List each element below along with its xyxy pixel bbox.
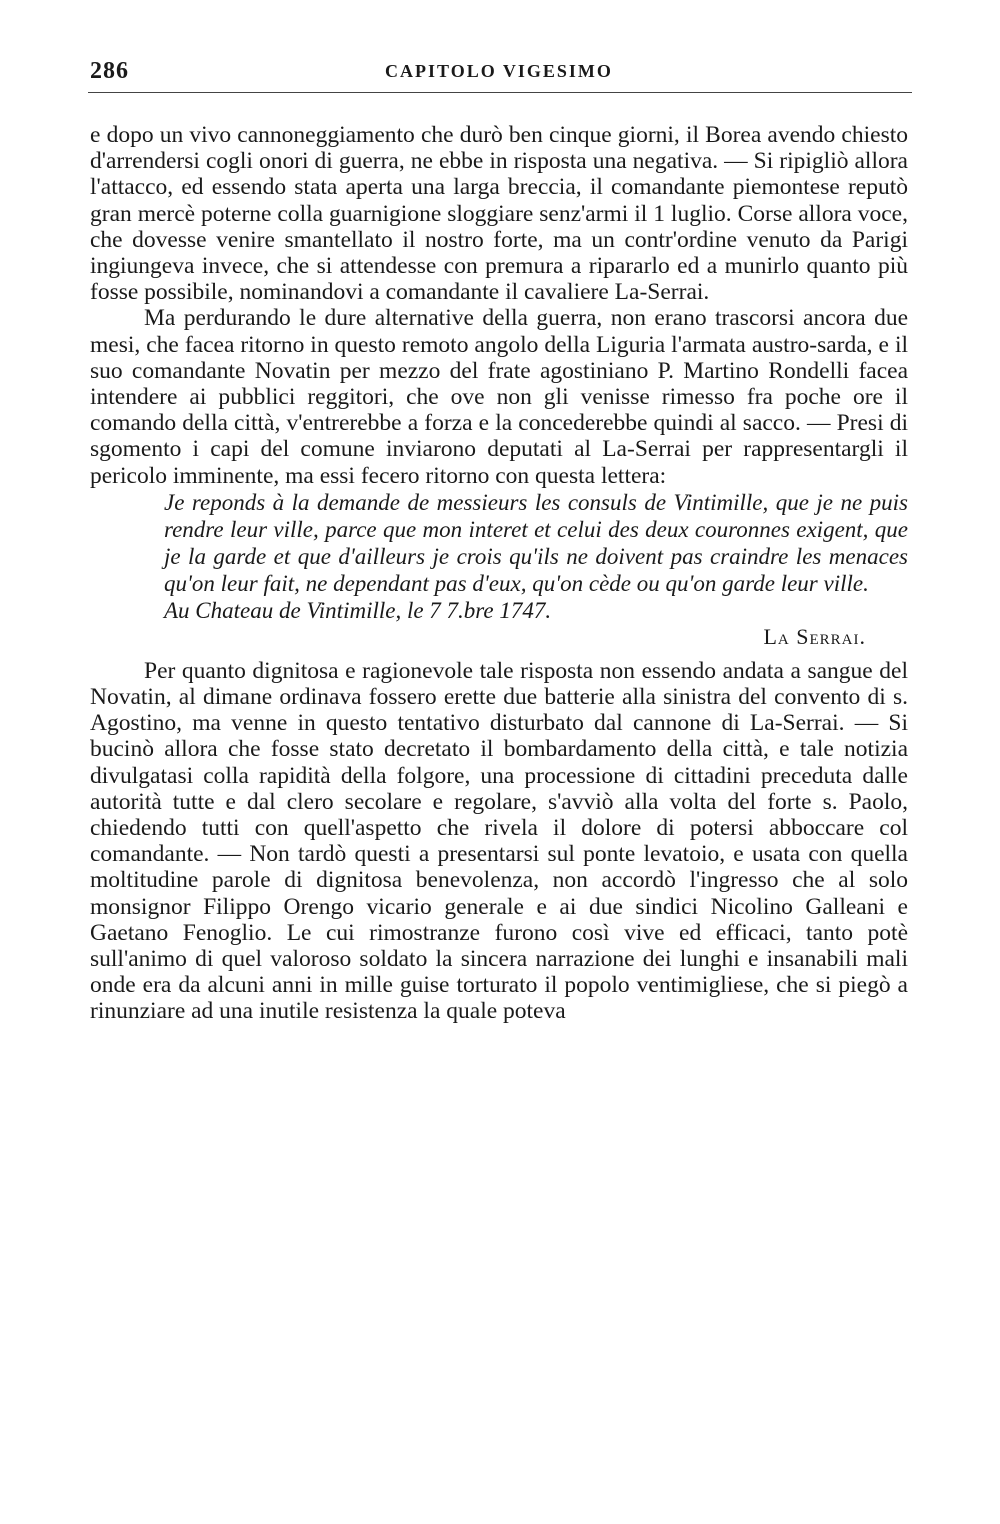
quoted-letter: Je reponds à la demande de messieurs les consuls de Vintimille, que je ne puis rendre leur ville, parce que mon interet et celui des deux couronnes exigent, que je la garde et que d'ailleurs je crois qu'ils ne doivent pas craindre les menaces qu'on leur fait, ne dependant pas d'eux, qu'on cède ou qu'on garde leur ville. <box>164 489 908 596</box>
page-number: 286 <box>90 58 129 84</box>
page-header <box>90 58 908 92</box>
running-title: CAPITOLO VIGESIMO <box>385 61 613 81</box>
header-rule <box>88 92 912 93</box>
paragraph-2: Ma perdurando le dure alternative della guerra, non erano trascorsi ancora due mesi, che facea ritorno in questo remoto angolo della Liguria l'armata austro-sarda, e il suo comandante Novatin per mezzo del frate agostiniano P. Martino Rondelli facea intendere ai pubblici reggitori, che ove non gli venisse rimesso fra poche ore il comando della città, v'entrerebbe a forza e la concederebbe quindi al sacco. — Presi di sgomento i capi del comune inviarono deputati al La-Serrai per rappresentargli il pericolo imminente, ma essi fecero ritorno con questa lettera: <box>90 305 908 489</box>
paragraph-3: Per quanto dignitosa e ragionevole tale risposta non essendo andata a sangue del Novatin, al dimane ordinava fossero erette due batterie alla sinistra del convento di s. Agostino, ma venne in questo tentativo disturbato dal cannone di La-Serrai. — Si bucinò allora che fosse stato decretato il bombardamento della città, e tale notizia divulgatasi colla rapidità della folgore, una processione di cittadini preceduta dalle autorità tutte e dal clero secolare e regolare, s'avviò alla volta del forte s. Paolo, chiedendo tutti con quell'aspetto che rivela il dolore di potersi abboccare col comandante. — Non tardò questi a presentarsi sul ponte levatoio, e usata con quella moltitudine parole di dignitosa benevolenza, non accordò l'ingresso che al solo monsignor Filippo Orengo vicario generale e ai due sindici Nicolino Galleani e Gaetano Fenoglio. Le cui rimostranze furono così vive ed efficaci, tanto potè sull'animo di quel valoroso soldato la sincera narrazione dei lunghi e insanabili mali onde era da alcuni anni in mille guise torturato il popolo ventimigliese, che si piegò a rinunziare ad una inutile resistenza la quale poteva <box>90 657 908 1025</box>
letter-date: Au Chateau de Vintimille, le 7 7.bre 1747. <box>164 597 552 623</box>
letter-signature: La Serrai. <box>763 623 866 649</box>
body-text <box>90 122 908 1025</box>
paragraph-1: e dopo un vivo cannoneggiamento che durò ben cinque giorni, il Borea avendo chiesto d'arrendersi cogli onori di guerra, ne ebbe in risposta una negativa. — Si ripigliò allora l'attacco, ed essendo stata aperta una larga breccia, il comandante piemontese reputò gran mercè poterne colla guarnigione sloggiare senz'armi il 1 luglio. Corse allora voce, che dovesse venire smantellato il nostro forte, ma un contr'ordine venuto da Parigi ingiungeva invece, che si attendesse con premura a ripararlo ed a munirlo quanto più fosse possibile, nominandovi a comandante il cavaliere La-Serrai. <box>90 122 908 306</box>
